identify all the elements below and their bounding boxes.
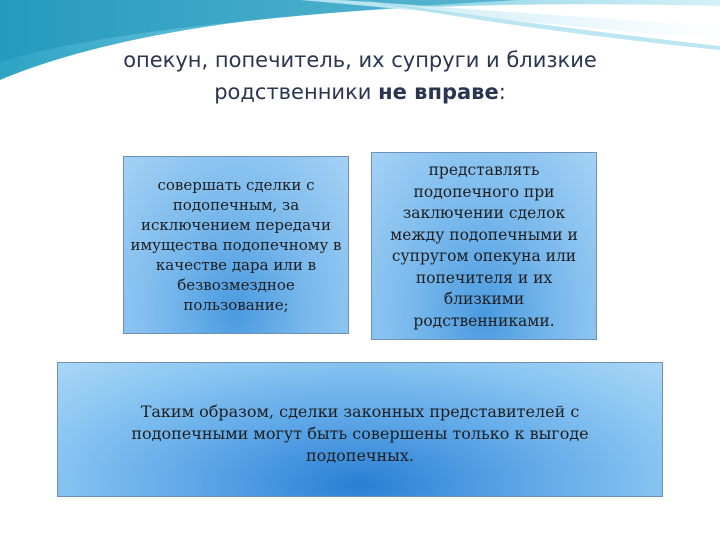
prohibition-box-transactions <box>123 156 349 334</box>
title-line-2-suffix: : <box>498 80 506 104</box>
title-line-2-bold: не вправе <box>378 80 499 104</box>
conclusion-box-text: Таким образом, сделки законных представителей с подопечными могут быть совершены только к выгоде подопечных. <box>131 402 589 465</box>
title-line-2 <box>60 76 660 108</box>
conclusion-box <box>57 362 663 497</box>
slide-title <box>60 44 660 108</box>
prohibition-box-representation-text: представлять подопечного при заключении сделок между подопечными и супругом опекуна или попечителя и их близкими родственниками. <box>390 161 578 330</box>
prohibition-box-representation <box>371 152 597 340</box>
prohibition-box-transactions-text: совершать сделки с подопечным, за исключением передачи имущества подопечному в качестве дара или в безвозмездное пользование; <box>130 176 342 314</box>
title-line-2-prefix: родственники <box>214 80 379 104</box>
title-line-1: опекун, попечитель, их супруги и близкие <box>123 48 597 72</box>
